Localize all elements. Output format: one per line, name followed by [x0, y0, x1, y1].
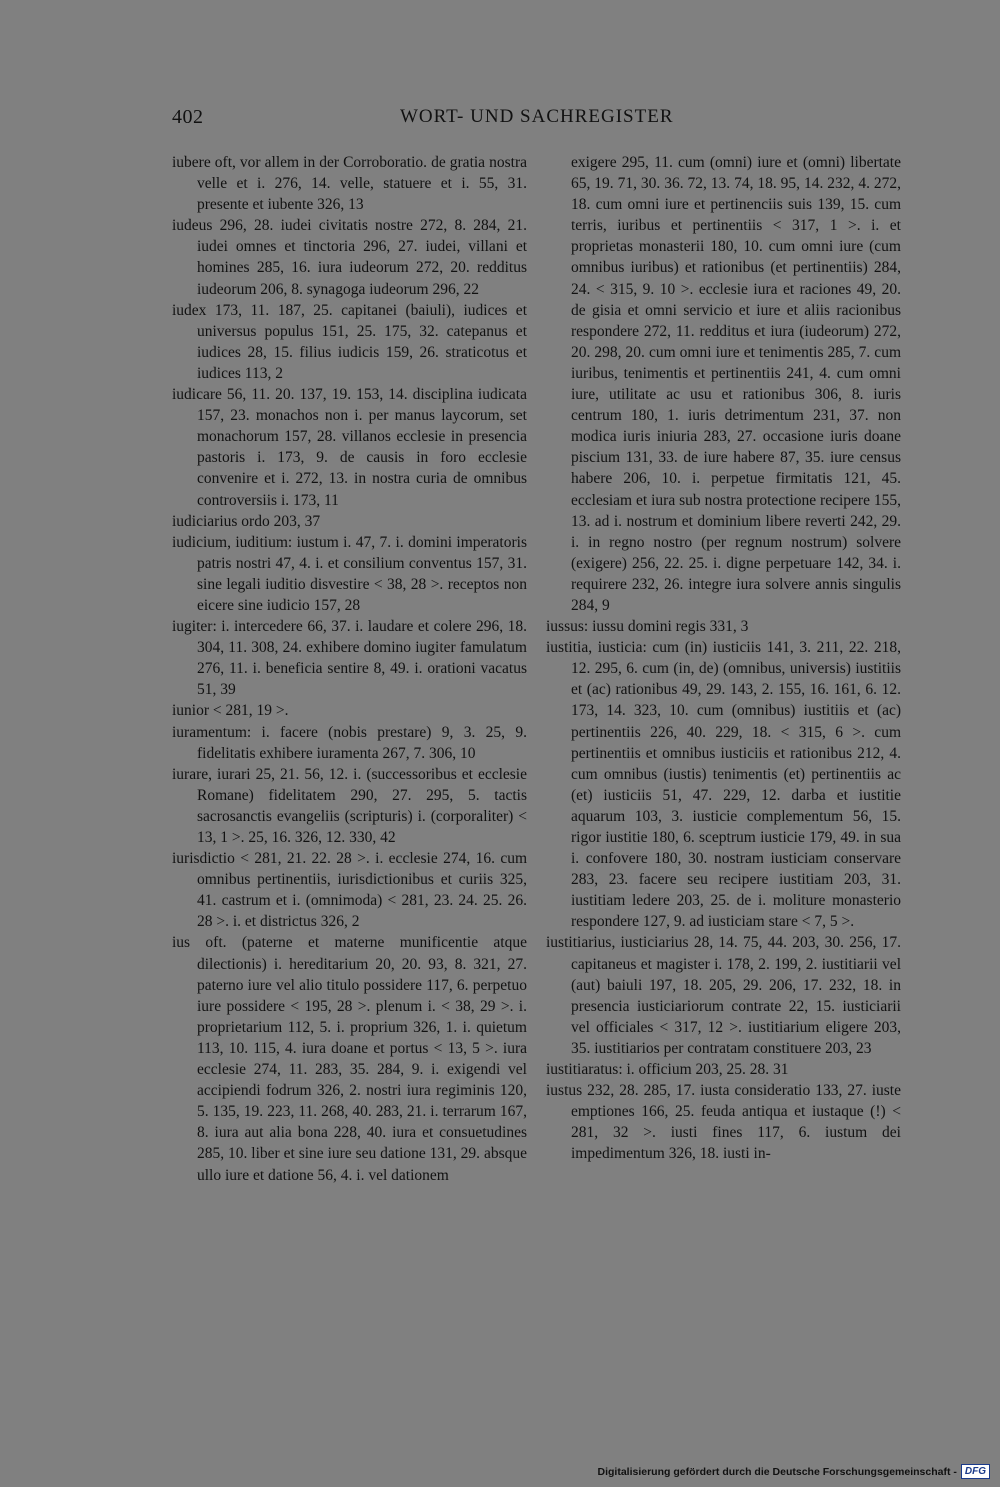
index-entry: iustus 232, 28. 285, 17. iusta consideratio 133, 27. iuste emptiones 166, 25. feuda antiqua et iustaque (!) < 281, 32 >. iusti fines 117, 6. iustum dei impedimentum 326, 18. iusti in-	[546, 1082, 901, 1163]
running-head: WORT- UND SACHREGISTER	[400, 106, 674, 127]
index-entry: iudiciarius ordo 203, 37	[172, 512, 321, 530]
index-entry-continuation: exigere 295, 11. cum (omni) iure et (omni) libertate 65, 19. 71, 30. 36. 72, 13. 74, 18. 95, 14. 232, 4. 272, 18. cum omni iure et pertinenciis suis 139, 15. cum terris, iuribus et pertinentiis < 317, 1 >. i. et proprietas monasterii 180, 10. cum omni iure (cum omnibus iuribus) et rationibus (et pertinentiis) 284, 24. < 315, 9. 10 >. ecclesie iura et raciones 49, 20. de gisia et omni servicio et iure et aliis racionibus respondere 272, 11. redditus et iura (iudeorum) 272, 20. 298, 20. cum omni iure et tenimentis 285, 7. cum iuribus, tenimentis et pertinentiis 241, 4. cum omni iure, utilitate ac usu et rationibus 306, 8. iuris centrum 180, 1. iuris detrimentum 231, 37. non modica iuris iniuria 283, 27. occasione iuris doane piscium 131, 33. de iure habere 87, 35. iure census habere 206, 10. i. perpetue firmitatis 121, 45. ecclesiam et iura sub nostra protectione recipere 155, 13. ad i. nostrum et dominium libere reverti 242, 29. i. in regno nostro (per regnum nostrum) solvere (exigere) 256, 22. 25. i. digne perpetuare 142, 34. i. requirere 232, 26. integre iura solvere annis singulis 284, 9	[571, 154, 901, 614]
page-number: 402	[172, 106, 204, 128]
footer-credit-text: Digitalisierung gefördert durch die Deutsche Forschungsgemeinschaft -	[597, 1465, 957, 1478]
index-entry: iudex 173, 11. 187, 25. capitanei (baiuli), iudices et universus populus 151, 25. 175, 32. catepanus et iudices 28, 15. filius iudicis 159, 26. straticotus et iudices 113, 2	[172, 301, 527, 382]
digitization-footer	[598, 1464, 991, 1479]
index-entry: iurisdictio < 281, 21. 22. 28 >. i. ecclesie 274, 16. cum omnibus pertinentiis, iurisdictionibus et curiis 325, 41. castrum et i. (omnimoda) < 281, 23. 24. 25. 26. 28 >. i. et districtus 326, 2	[172, 850, 527, 931]
index-entry: iugiter: i. intercedere 66, 37. i. laudare et colere 296, 18. 304, 11. 308, 24. exhibere domino iugiter famulatum 276, 11. i. beneficia sentire 8, 49. i. orationi vacatus 51, 39	[172, 618, 527, 699]
index-entry: iustitiarius, iusticiarius 28, 14. 75, 44. 203, 30. 256, 17. capitaneus et magister i. 178, 2. 199, 2. iustitiarii vel (aut) baiuli 197, 18. 205, 29. 206, 17. 232, 18. in presencia iusticiariorum contrate 22, 15. iusticiarii vel officiales < 317, 12 >. iustitiarium eligere 203, 35. iustitiarios per contratam constituere 203, 23	[546, 934, 901, 1057]
index-entry: iurare, iurari 25, 21. 56, 12. i. (successoribus et ecclesie Romane) fidelitatem 290, 27. 295, 5. tactis sacrosanctis evangeliis (scripturis) i. (corporaliter) < 13, 1 >. 25, 16. 326, 12. 330, 42	[172, 765, 527, 846]
index-entry: iuramentum: i. facere (nobis prestare) 9, 3. 25, 9. fidelitatis exhibere iuramenta 267, 7. 306, 10	[172, 723, 527, 762]
index-entry: iunior < 281, 19 >.	[172, 702, 289, 720]
index-entry: iustitia, iusticia: cum (in) iusticiis 141, 3. 211, 22. 218, 12. 295, 6. cum (in, de) (omnibus, universis) iustitiis et (ac) rationibus 49, 29. 143, 2. 155, 16. 161, 6. 12. 173, 14. 323, 10. cum (omnibus) iustitiis et (ac) pertinentiis 226, 40. 229, 18. < 315, 6 >. cum pertinentiis et omnibus iusticiis et rationibus 212, 4. cum omnibus (iustis) tenimentis (et) pertinentiis ac (et) iusticiis 51, 47. 229, 12. darba et iustitie aquarum 103, 3. iusticie complementum 56, 15. rigor iustitie 180, 6. sceptrum iusticie 179, 49. in sua i. confovere 180, 30. nostram iusticiam conservare 283, 23. facere seu recipere iustitiam 203, 31. iustitiam ledere 203, 25. de i. moliture monasterio respondere 127, 9. ad iusticiam stare < 7, 5 >.	[546, 639, 901, 931]
index-entry: iussus: iussu domini regis 331, 3	[546, 618, 749, 636]
index-entry: iustitiaratus: i. officium 203, 25. 28. 31	[546, 1061, 789, 1079]
index-entry: iudicium, iuditium: iustum i. 47, 7. i. domini imperatoris patris nostri 47, 4. i. et consilium conventus 157, 31. sine legali iuditio disvestire < 38, 28 >. receptos non eicere sine iudicio 157, 28	[172, 533, 527, 614]
dfg-logo-icon: DFG	[961, 1464, 990, 1479]
index-column-left	[172, 152, 527, 1186]
index-entry: iudeus 296, 28. iudei civitatis nostre 272, 8. 284, 21. iudei omnes et tinctoria 296, 27. iudei, villani et homines 285, 16. iura iudeorum 272, 20. redditus iudeorum 206, 8. synagoga iudeorum 296, 22	[172, 217, 527, 298]
index-entry: ius oft. (paterne et materne munificentie atque dilectionis) i. hereditarium 20, 20. 93, 8. 321, 27. paterno iure vel alio titulo possidere 117, 6. perpetuo iure possidere < 195, 28 >. plenum i. < 38, 29 >. i. proprietarium 112, 5. i. proprium 326, 1. i. quietum 113, 10. 115, 4. iura doane et portus < 13, 5 >. iura ecclesie 274, 11. 283, 35. 284, 9. i. exigendi vel accipiendi fodrum 326, 2. nostri iura regiminis 120, 5. 135, 19. 223, 11. 268, 40. 283, 21. i. terrarum 167, 8. iura aut alia bona 228, 40. iura et consuetudines 285, 10. liber et sine iure seu datione 131, 29. absque ullo iure et datione 56, 4. i. vel dationem	[172, 934, 527, 1184]
index-entry: iubere oft, vor allem in der Corroboratio. de gratia nostra velle et i. 276, 14. velle, statuere et i. 55, 31. presente et iubente 326, 13	[172, 154, 527, 214]
index-column-right	[546, 152, 901, 1165]
index-entry: iudicare 56, 11. 20. 137, 19. 153, 14. disciplina iudicata 157, 23. monachos non i. per manus laycorum, set monachorum 157, 28. villanos ecclesie in presencia pastoris i. 173, 9. de causis in foro ecclesie convenire et i. 272, 13. in nostra curia de omnibus controversiis i. 173, 11	[172, 386, 527, 509]
